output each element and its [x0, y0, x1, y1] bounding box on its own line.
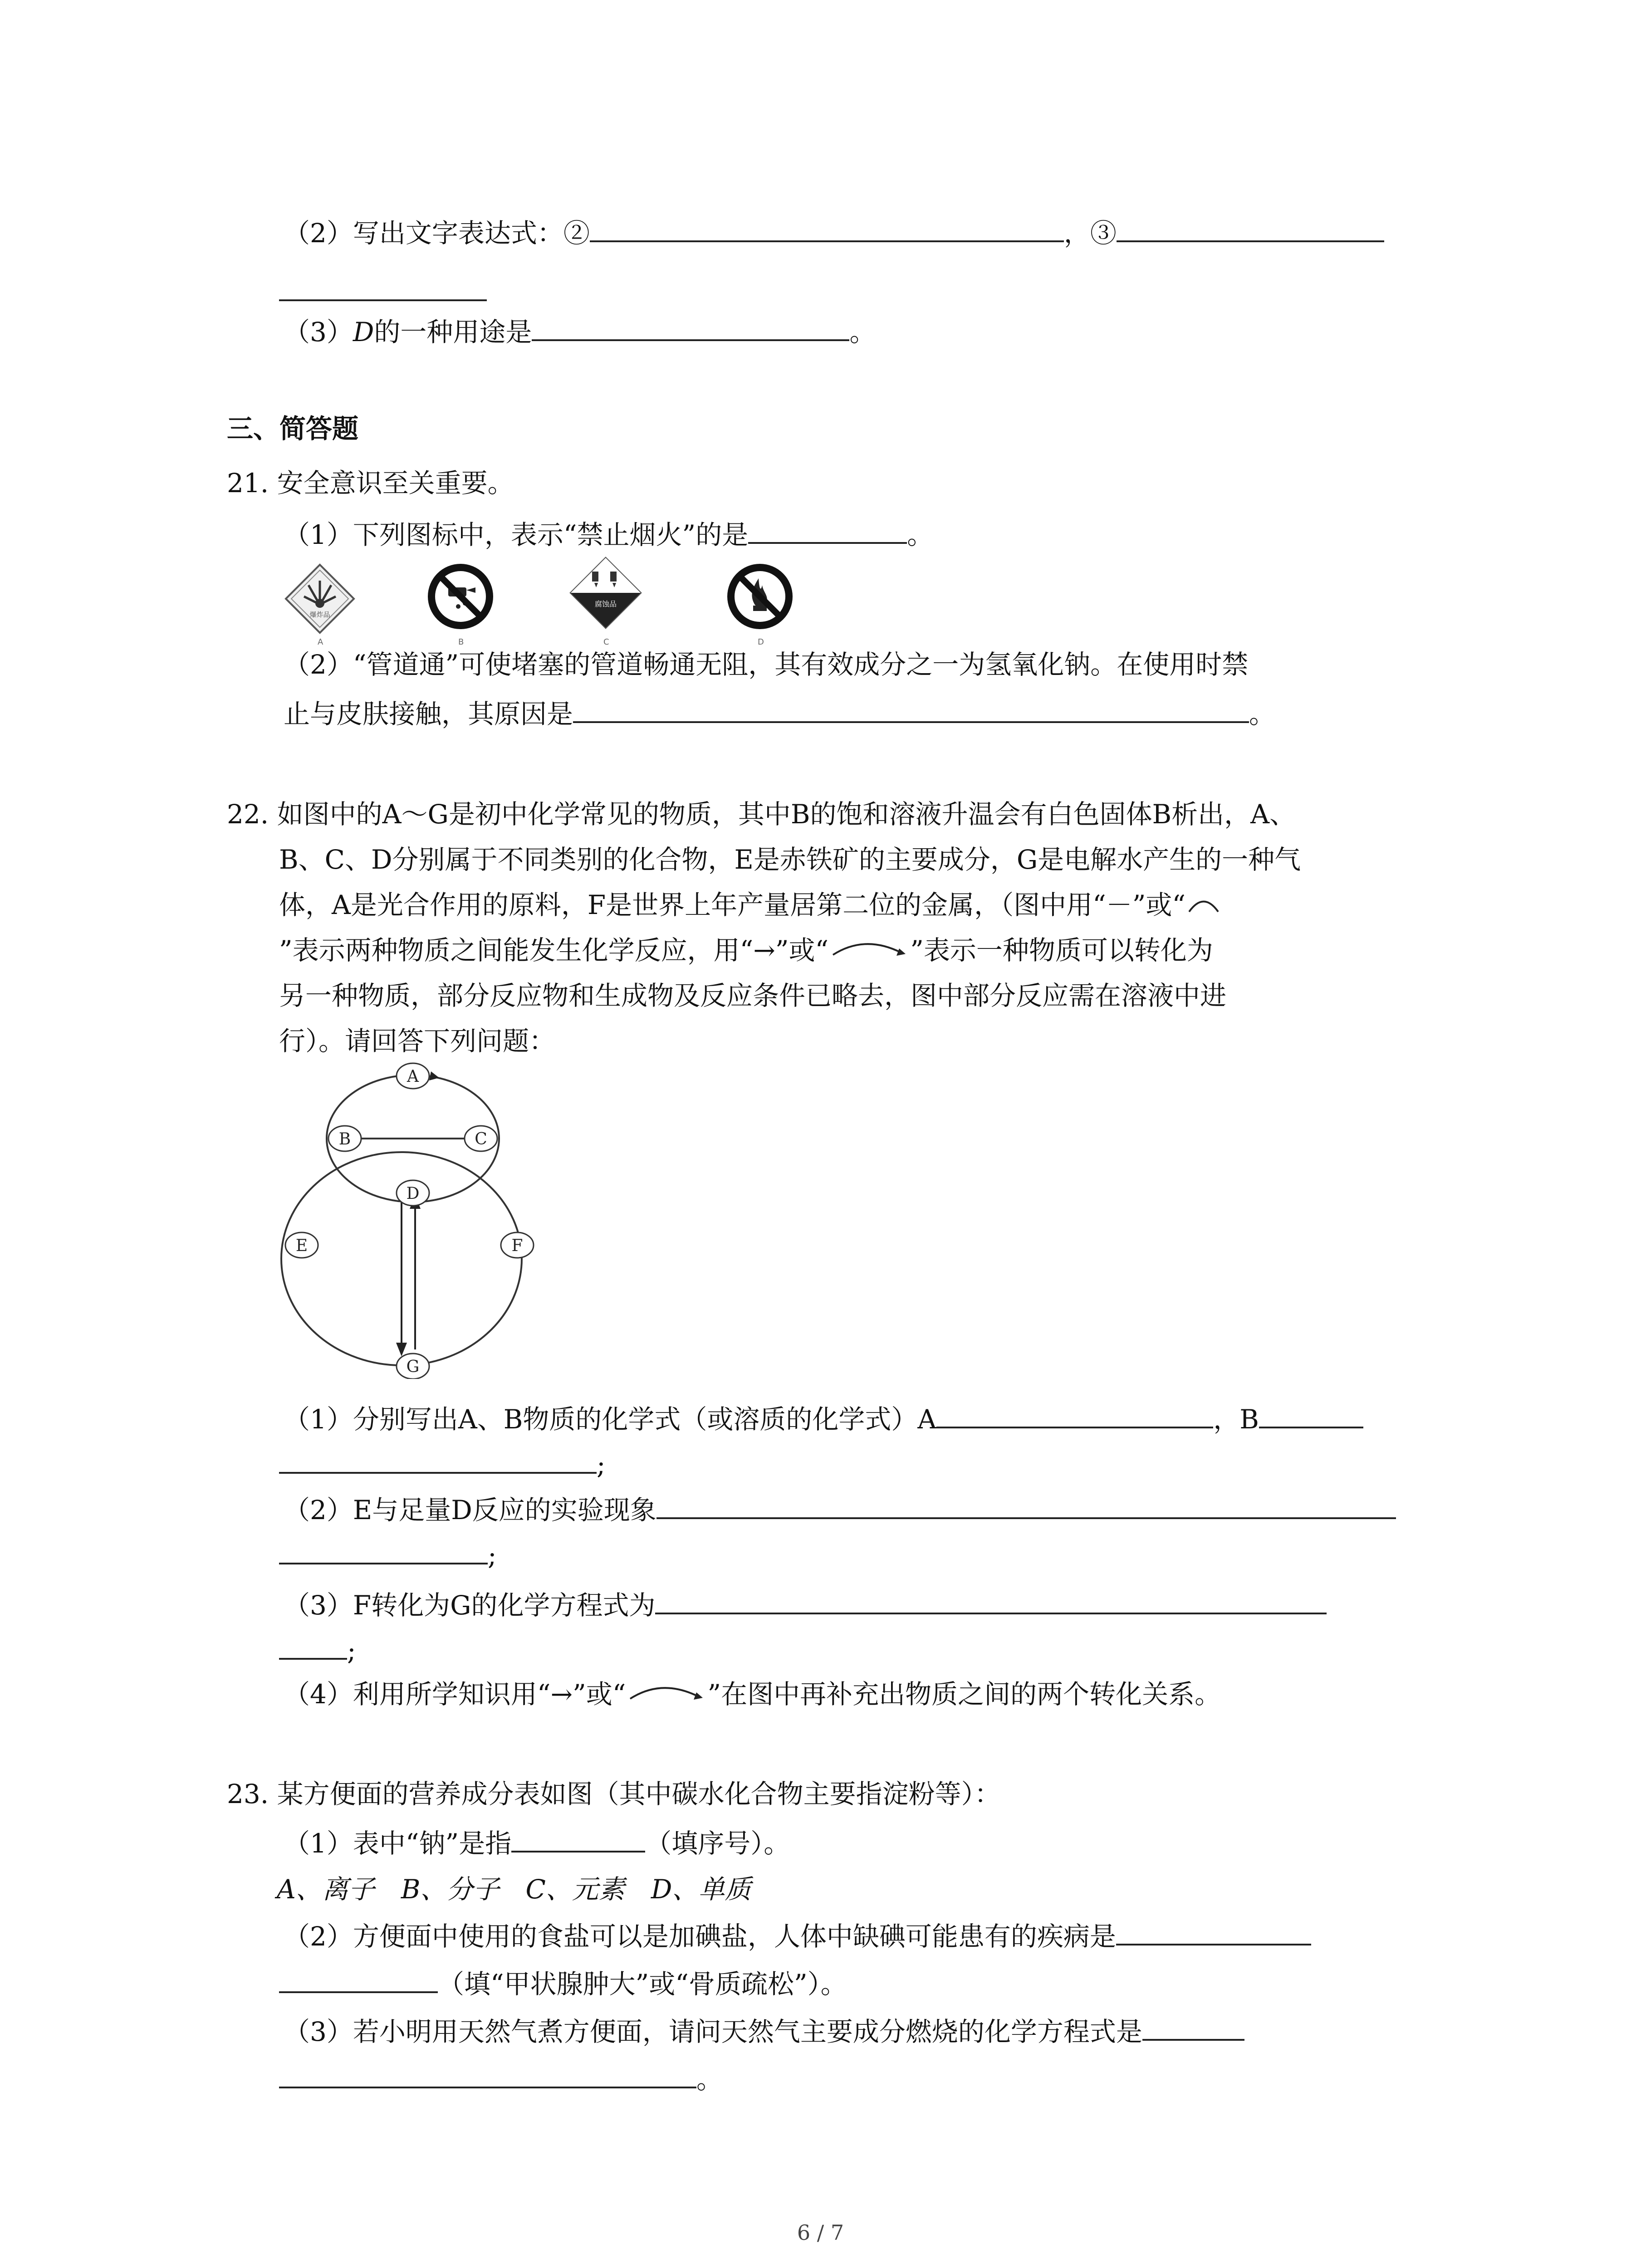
q22-part2-cont: ;: [279, 1535, 497, 1574]
answer-blank[interactable]: [279, 1535, 488, 1564]
answer-blank[interactable]: [511, 1823, 645, 1853]
answer-blank[interactable]: [1259, 1399, 1363, 1428]
answer-blank[interactable]: [655, 1585, 1327, 1614]
q23-part2: （2）方便面中使用的食盐可以是加碘盐，人体中缺碘可能患有的疾病是: [284, 1916, 1311, 1955]
node-G: G: [406, 1358, 420, 1376]
answer-blank[interactable]: [590, 213, 1064, 242]
q22-part4: （4）利用所学知识用“→”或“ ”在图中再补充出物质之间的两个转化关系。: [284, 1676, 1221, 1712]
q23-options: A、离子 B、分子 C、元素 D、单质: [277, 1874, 751, 1905]
svg-text:腐蚀品: 腐蚀品: [594, 600, 617, 608]
q23-stem: 23. 某方便面的营养成分表如图（其中碳水化合物主要指淀粉等）：: [227, 1779, 1001, 1809]
node-F: F: [511, 1237, 523, 1255]
answer-blank[interactable]: [279, 1445, 597, 1474]
page-number: 6 / 7: [797, 2220, 844, 2245]
q22-part3: （3）F转化为G的化学方程式为: [284, 1585, 1327, 1623]
reaction-diagram: [277, 1061, 540, 1379]
q21-stem: 21. 安全意识至关重要。: [227, 468, 514, 499]
q20-part3: （3）D的一种用途是 。: [284, 312, 876, 350]
answer-blank[interactable]: [279, 2059, 696, 2088]
q22-line4: ”表示两种物质之间能发生化学反应，用“→”或“ ”表示一种物质可以转化为: [279, 932, 1213, 968]
answer-blank[interactable]: [936, 1399, 1213, 1428]
no-water-icon: [422, 560, 499, 637]
node-A: A: [407, 1067, 419, 1086]
q22-line3: 体，A是光合作用的原料，F是世界上年产量居第二位的金属，（图中用“－”或“: [279, 887, 1222, 923]
q22-line2: B、C、D分别属于不同类别的化合物，E是赤铁矿的主要成分，G是电解水产生的一种气: [279, 844, 1301, 875]
q22-line5: 另一种物质，部分反应物和生成物及反应条件已略去，图中部分反应需在溶液中进: [279, 980, 1227, 1011]
answer-blank[interactable]: [279, 299, 487, 301]
q23-part3: （3）若小明用天然气煮方便面，请问天然气主要成分燃烧的化学方程式是: [284, 2012, 1244, 2050]
q22-part1-cont: ;: [279, 1445, 606, 1483]
q22-part2: （2）E与足量D反应的实验现象: [284, 1490, 1396, 1528]
answer-blank[interactable]: [1117, 213, 1384, 242]
svg-text:爆炸品: 爆炸品: [309, 611, 330, 619]
node-B: B: [338, 1130, 351, 1149]
q21-part2-line2: 止与皮肤接触，其原因是 。: [284, 694, 1275, 732]
answer-blank[interactable]: [656, 1490, 1396, 1519]
answer-blank[interactable]: [279, 1631, 347, 1660]
q21-part1: （1）下列图标中，表示“禁止烟火”的是 。: [284, 515, 933, 553]
node-E: E: [295, 1237, 308, 1255]
answer-blank[interactable]: [1142, 2012, 1244, 2041]
q20-part2: （2）写出文字表达式：② ，③: [284, 213, 1384, 251]
answer-blank[interactable]: [279, 1964, 438, 1993]
section-title: 三、简答题: [227, 413, 359, 444]
answer-blank[interactable]: [573, 694, 1249, 723]
q23-part3-cont: 。: [279, 2059, 723, 2097]
q22-line1: 22. 如图中的A～G是初中化学常见的物质，其中B的饱和溶液升温会有白色固体B析出，A、: [227, 799, 1296, 830]
q21-part2-line1: （2）“管道通”可使堵塞的管道畅通无阻，其有效成分之一为氢氧化钠。在使用时禁: [284, 649, 1249, 680]
explosive-hazard-icon: [281, 560, 358, 637]
q23-part2-cont: （填“甲状腺肿大”或“骨质疏松”）。: [279, 1964, 847, 2002]
conversion-arrow-icon: [626, 1676, 707, 1703]
reaction-arc-icon: [1185, 891, 1222, 914]
node-C: C: [475, 1130, 487, 1149]
answer-blank[interactable]: [1116, 1916, 1311, 1945]
node-D: D: [406, 1184, 420, 1203]
q22-part1: （1）分别写出A、B物质的化学式（或溶质的化学式）A ，B: [284, 1399, 1363, 1437]
corrosive-hazard-icon: [567, 556, 644, 633]
q23-part1: （1）表中“钠”是指 （填序号）。: [284, 1823, 790, 1862]
answer-blank[interactable]: [748, 515, 907, 544]
answer-blank[interactable]: [532, 312, 849, 341]
q22-part3-cont: ;: [279, 1631, 356, 1669]
no-fire-icon: [721, 560, 798, 637]
conversion-arrow-icon: [828, 932, 910, 959]
q22-line6: 行）。请回答下列问题：: [279, 1026, 556, 1056]
